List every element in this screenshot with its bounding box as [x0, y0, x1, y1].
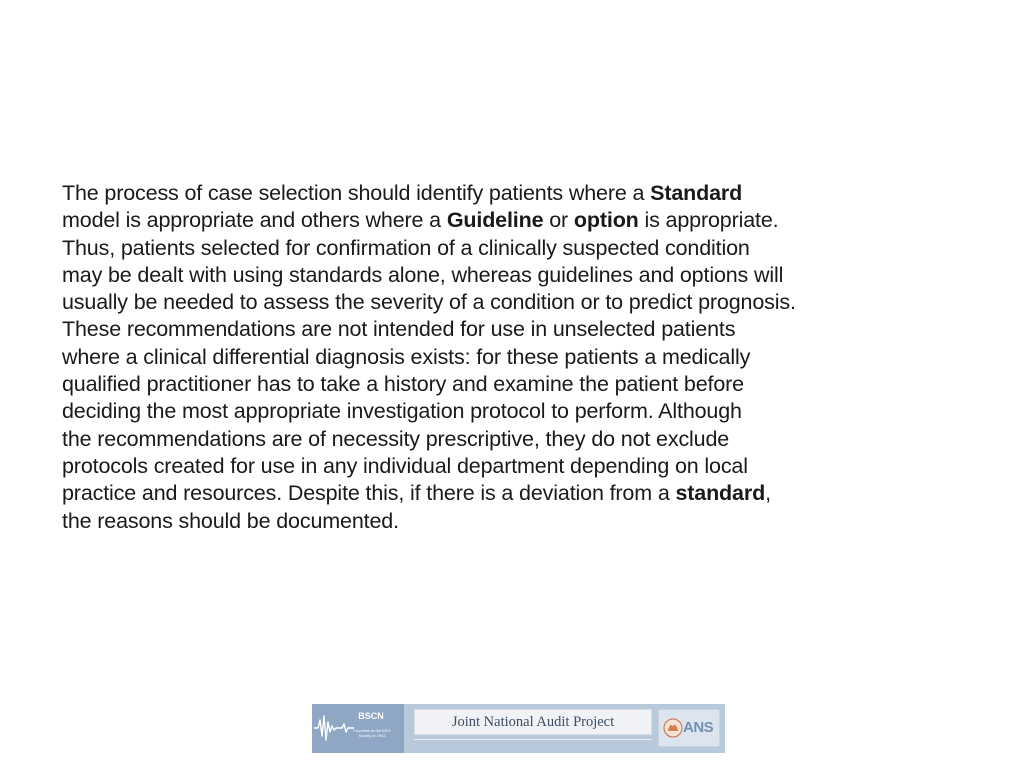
text-segment: protocols created for use in any individual department depending on local [62, 453, 748, 478]
body-paragraph [62, 180, 982, 535]
text-segment: or [543, 208, 574, 233]
text-segment: model is appropriate and others where a [62, 208, 447, 233]
text-segment: usually be needed to assess the severity of a condition or to predict prognosis. [62, 290, 796, 315]
bscn-logo [312, 704, 404, 753]
text-segment: is appropriate. [638, 208, 779, 233]
emphasized-term: standard [675, 481, 766, 506]
text-segment: qualified practitioner has to take a history and examine the patient before [62, 372, 744, 397]
banner-divider [414, 739, 652, 740]
paragraph-line [62, 180, 982, 207]
text-segment: These recommendations are not intended for use in unselected patients [62, 317, 736, 342]
text-segment: Thus, patients selected for confirmation of a clinically suspected condition [62, 235, 750, 260]
text-segment: The process of case selection should identify patients where a [62, 181, 651, 205]
paragraph-line [62, 480, 982, 507]
ans-logo [658, 709, 720, 747]
footer-logo-banner [312, 704, 725, 753]
emphasized-term: Guideline [446, 208, 544, 233]
text-segment: deciding the most appropriate investigation protocol to perform. Although [62, 399, 742, 424]
text-segment: where a clinical differential diagnosis exists: for these patients a medically [62, 344, 751, 369]
banner-title: Joint National Audit Project [414, 709, 652, 735]
emphasized-term: option [573, 208, 639, 233]
bscn-subtext: Founded as the EEG Society in 1942 [353, 728, 391, 738]
bscn-title: BSCN [358, 711, 384, 721]
paragraph-line [62, 508, 982, 535]
paragraph-line [62, 316, 982, 343]
ans-label: ANS [683, 719, 714, 736]
ans-emblem-icon [663, 718, 683, 738]
paragraph-line [62, 371, 982, 398]
paragraph-line [62, 235, 982, 262]
paragraph-line [62, 453, 982, 480]
text-segment: , [765, 481, 771, 506]
text-segment: practice and resources. Despite this, if there is a deviation from a [62, 481, 676, 506]
paragraph-line [62, 289, 982, 316]
text-segment: the recommendations are of necessity prescriptive, they do not exclude [62, 426, 730, 451]
paragraph-line [62, 207, 982, 234]
text-segment: the reasons should be documented. [62, 508, 399, 533]
paragraph-line [62, 398, 982, 425]
paragraph-line [62, 426, 982, 453]
text-segment: may be dealt with using standards alone, whereas guidelines and options will [62, 262, 784, 287]
emphasized-term: Standard [650, 181, 743, 205]
paragraph-line [62, 344, 982, 371]
paragraph-line [62, 262, 982, 289]
